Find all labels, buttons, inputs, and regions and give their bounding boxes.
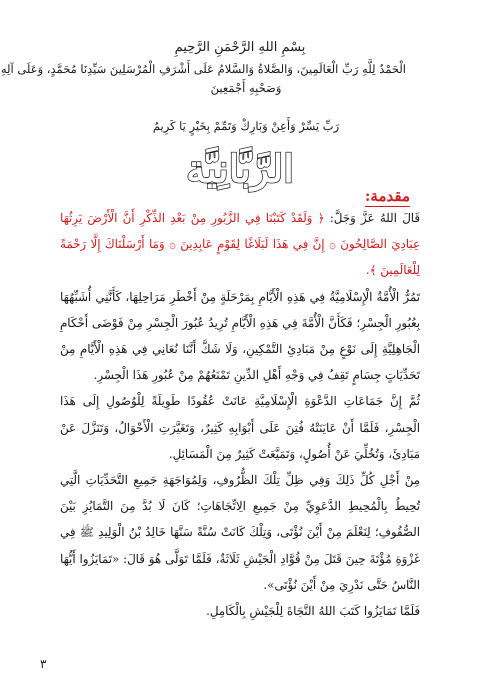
title-text: الرَّبَّانِيَّة [186, 146, 294, 191]
section-heading: مقدمة: [364, 187, 410, 205]
intro-text: قَالَ اللهُ عَزَّ وَجَلَّ: [324, 211, 420, 225]
quran-quote: ﴿ وَلَقَدْ كَتَبْنَا فِي الزَّبُورِ مِنْ بَعْدِ الذِّكْرِ أَنَّ الْأَرْضَ يَرِثُهَا عِبَادِيَ الصَّالِحُونَ ۞ إِنَّ فِي هَذَا لَبَلَاغًا لِقَوْمٍ عَابِدِينَ ۞ وَمَا أَرْسَلْنَاكَ إِلَّا رَحْمَةً لِلْعَالَمِينَ ﴾. [60, 211, 420, 278]
paragraph: فَلَمَّا تَمَايَزُوا كَتَبَ اللهُ النَّجَاةَ لِلْجَيْشِ بِالْكَامِلِ. [206, 604, 420, 619]
paragraph: تَمُرُّ الْأُمَّةُ الْإِسْلَامِيَّةُ فِي هَذِهِ الْأَيَّامِ بِمَرْحَلَةٍ مِنْ أَخْطَرِ مَرَاحِلِهَا، كَأَنَّنِي أُشَبِّهُهَا بِعُبُورِ الْجِسْرِ؛ فَكَأَنَّ الْأُمَّةَ فِي هَذِهِ الْأَيَّامِ تُرِيدُ عُبُورَ الْجِسْرِ مِنْ فَوْضَى أَحْكَامِ الْجَاهِلِيَّةِ إِلَى نَوْعٍ مِنْ مَبَادِئِ التَّمْكِينِ، وَلَا شَكَّ أَنَّنَا نُعَانِي فِي هَذِهِ الْأَيَّامِ مِنْ تَحَدِّيَاتٍ جِسَامٍ تَقِفُ فِي وَجْهِ أَهْلِ الدِّينِ تَمْنَعُهُمْ مِنْ عُبُورِ هَذَا الْجِسْرِ. [60, 289, 420, 383]
decorative-title [140, 136, 340, 198]
opening-line: وَصَحْبِهِ أَجْمَعِينَ [210, 81, 282, 95]
paragraph-intro [60, 205, 420, 284]
basmala: بِسْمِ اللهِ الرَّحْمَنِ الرَّحِيمِ [174, 40, 306, 55]
opening-line: الْحَمْدُ لِلَّهِ رَبِّ الْعَالَمِينَ، وَالصَّلاةُ وَالسَّلامُ عَلَى أَشْرَفِ الْمُرْسَلِينَ سَيِّدِنَا مُحَمَّدٍ، وَعَلَى آلِهِ [0, 62, 406, 76]
opening-prayer: رَبِّ يَسِّرْ وَأَعِنْ وَبَارِكْ وَتَمِّمْ بِخَيْرٍ يَا كَرِيمُ [152, 119, 340, 133]
paragraph: مِنْ أَجْلِ كُلِّ ذَلِكَ وَفِي ظِلِّ تِلْكَ الظُّرُوفِ، وَلِمُوَاجَهَةِ جَمِيعِ التَّحَدِّيَاتِ الَّتِي تُحِيطُ بِالْمُحِيطِ الدَّعَوِيِّ مِنْ جَمِيعِ الِاتِّجَاهَاتِ؛ كَانَ لَا بُدَّ مِنَ التَّمَايُزِ بَيْنَ الصُّفُوفِ؛ لِنَعْلَمَ مِنْ أَيْنَ نُؤْتَى، وَتِلْكَ كَانَتْ سُنَّةً سَنَّهَا خَالِدُ بْنُ الْوَلِيدِ ﷺ فِي غَزْوَةِ مُؤْتَةَ حِينَ قَتَلَ مِنْ قُوَّادِ الْجَيْشِ ثَلَاثَةٌ، فَلَمَّا تَوَلَّى هُوَ قَالَ: «تَمَايَزُوا أَيُّهَا النَّاسُ حَتَّى نَدْرِيَ مِنْ أَيْنَ نُؤْتَى». [60, 473, 420, 592]
page-number: ٣ [40, 657, 47, 671]
paragraph: ثُمَّ إِنَّ جَمَاعَاتِ الدَّعْوَةِ الْإِسْلَامِيَّةِ عَانَتْ عُقُودًا طَوِيلَةً لِلْوُصُولِ إِلَى هَذَا الْجِسْرِ، فَلَمَّا أَنْ عَايَنَتْهُ فُتِنَ عَلَى أَبْوَابِهِ كَثِيرٌ، وَتَغَيَّرَتِ الْأَحْوَالُ، وَتَنَزَّلَ عَنْ مَبَادِئَ، وَتُخُلِّيَ عَنْ أُصُولٍ، وَتَمَيَّعَتْ كَثِيرٌ مِنَ الْمَسَائِلِ. [60, 394, 420, 461]
opening-praise [0, 60, 406, 98]
body-text [60, 205, 420, 624]
